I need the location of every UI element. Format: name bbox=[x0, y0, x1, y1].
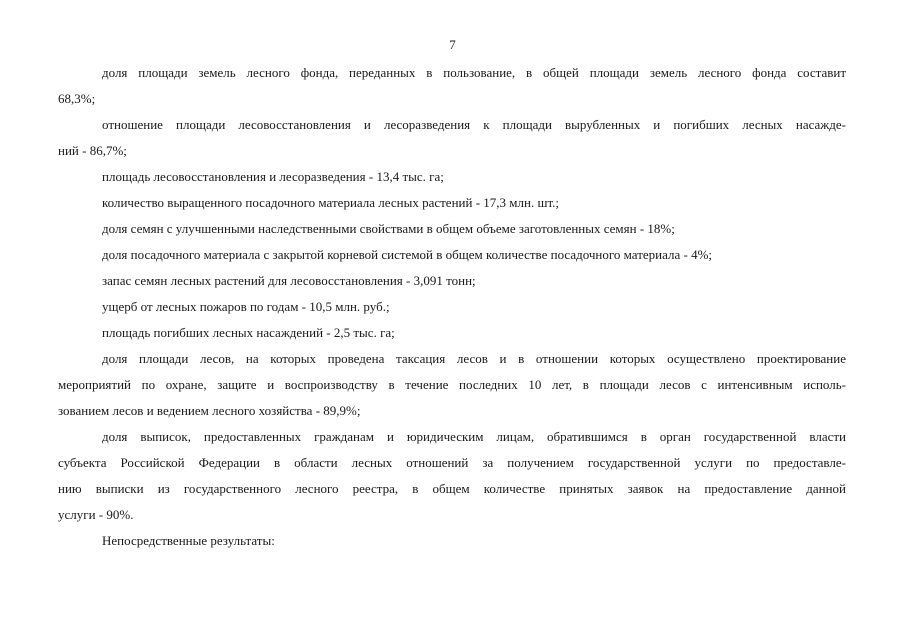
document-body bbox=[58, 60, 846, 554]
text-line: ний - 86,7%; bbox=[58, 143, 127, 158]
page-number: 7 bbox=[449, 37, 456, 52]
text-line: доля посадочного материала с закрытой корневой системой в общем количестве посадочного материала - 4%; bbox=[102, 247, 713, 262]
text-line: 68,3%; bbox=[58, 91, 96, 106]
text-line: площадь погибших лесных насаждений - 2,5 тыс. га; bbox=[102, 325, 395, 340]
text-line: услуги - 90%. bbox=[58, 507, 134, 522]
text-line: нию выписки из государственного лесного реестра, в общем количестве принятых заявок на предоставление данной bbox=[58, 481, 846, 496]
text-line: доля семян с улучшенными наследственными свойствами в общем объеме заготовленных семян - 18%; bbox=[102, 221, 675, 236]
text-line: доля выписок, предоставленных гражданам и юридическим лицам, обратившимся в орган государственной власти bbox=[102, 429, 846, 444]
text-line: мероприятий по охране, защите и воспроизводству в течение последних 10 лет, в площади лесов с интенсивным исполь- bbox=[58, 377, 846, 392]
text-line: зованием лесов и ведением лесного хозяйства - 89,9%; bbox=[58, 403, 361, 418]
text-line: доля площади земель лесного фонда, переданных в пользование, в общей площади земель лесного фонда составит bbox=[102, 65, 846, 80]
text-line: Непосредственные результаты: bbox=[102, 533, 275, 548]
text-line: количество выращенного посадочного материала лесных растений - 17,3 млн. шт.; bbox=[102, 195, 560, 210]
text-line: ущерб от лесных пожаров по годам - 10,5 млн. руб.; bbox=[102, 299, 390, 314]
text-line: субъекта Российской Федерации в области лесных отношений за получением государственной услуги по предоставле- bbox=[58, 455, 846, 470]
text-line: отношение площади лесовосстановления и лесоразведения к площади вырубленных и погибших лесных насажде- bbox=[102, 117, 846, 132]
text-line: запас семян лесных растений для лесовосстановления - 3,091 тонн; bbox=[102, 273, 476, 288]
text-line: площадь лесовосстановления и лесоразведения - 13,4 тыс. га; bbox=[102, 169, 444, 184]
text-line: доля площади лесов, на которых проведена таксация лесов и в отношении которых осуществлено проектирование bbox=[102, 351, 846, 366]
